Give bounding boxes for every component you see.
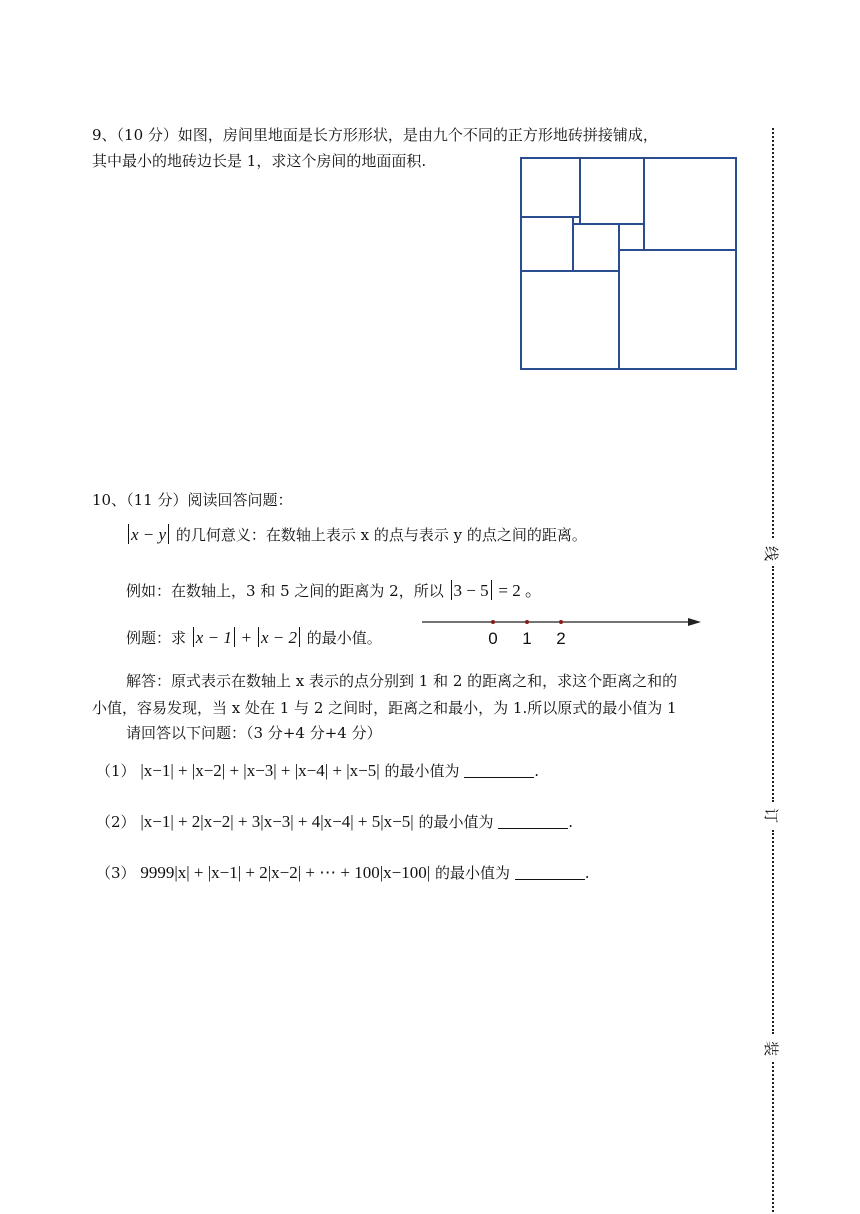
number-line-label-2: 2 — [556, 629, 566, 648]
sub1-label: （1） — [96, 762, 136, 780]
sub2-suffix: 的最小值为 — [418, 813, 494, 831]
problem-abs-2: x − 2 — [256, 628, 302, 647]
sub2-label: （2） — [96, 813, 136, 831]
square-b — [580, 158, 644, 224]
sub3-suffix: 的最小值为 — [434, 864, 510, 882]
number-line-label-0: 0 — [488, 629, 498, 648]
binding-dotted-line-4 — [772, 1062, 774, 1212]
binding-label-xian: 线 — [762, 545, 781, 562]
solution-line2: 小值，容易发现，当 x 处在 1 与 2 之间时，距离之和最小，为 1.所以原式的最小值为 1 — [92, 699, 677, 717]
square-e — [573, 224, 619, 271]
binding-dotted-line-2 — [772, 566, 774, 802]
binding-dotted-line-1 — [772, 128, 774, 538]
q9-line1: 9、（10 分）如图，房间里地面是长方形形状，是由九个不同的正方形地砖拼接铺成， — [92, 126, 658, 144]
sub3-answer-blank[interactable] — [515, 865, 585, 880]
square-d — [521, 217, 573, 271]
sub1-expr: |x−1| + |x−2| + |x−3| + |x−4| + |x−5| — [140, 761, 380, 780]
problem-plus: + — [241, 628, 252, 647]
sub-question-3: （3） 9999|x| + |x−1| + 2|x−2| + ⋯ + 100|x−100| 的最小值为 . — [96, 863, 590, 882]
def-text: 的几何意义：在数轴上表示 x 的点与表示 y 的点之间的距离。 — [175, 526, 587, 544]
problem-prefix: 例题：求 — [126, 629, 187, 647]
instruction: 请回答以下问题：（3 分+4 分+4 分） — [126, 724, 382, 742]
sub3-label: （3） — [96, 864, 136, 882]
example-result: = 2 。 — [498, 581, 542, 600]
problem-line — [126, 627, 382, 648]
number-line-label-1: 1 — [522, 629, 532, 648]
binding-label-zhuang: 装 — [762, 1040, 781, 1057]
sub-question-2: （2） |x−1| + 2|x−2| + 3|x−3| + 4|x−4| + 5|x−5| 的最小值为 . — [96, 812, 574, 831]
square-c — [644, 158, 736, 250]
square-h — [619, 250, 736, 369]
sub-question-1: （1） |x−1| + |x−2| + |x−3| + |x−4| + |x−5| 的最小值为 . — [96, 761, 540, 780]
square-g — [521, 271, 619, 369]
number-line — [420, 612, 705, 650]
square-f — [619, 224, 644, 250]
binding-dotted-line-3 — [772, 830, 774, 1034]
binding-label-ding: 订 — [762, 807, 781, 824]
q9-line2: 其中最小的地砖边长是 1，求这个房间的地面面积. — [92, 152, 427, 170]
square-a — [521, 158, 580, 217]
square-tiling-figure — [520, 157, 738, 371]
def-abs-expr: x − y — [126, 525, 171, 544]
example-abs-expr: 3 − 5 — [449, 581, 494, 600]
problem-abs-1: x − 1 — [191, 628, 237, 647]
problem-suffix: 的最小值。 — [306, 629, 382, 647]
example-line — [126, 576, 542, 601]
definition-line — [126, 524, 587, 545]
sub1-answer-blank[interactable] — [464, 763, 534, 778]
q10-header: 10、（11 分）阅读回答问题： — [92, 491, 293, 509]
sub2-expr: |x−1| + 2|x−2| + 3|x−3| + 4|x−4| + 5|x−5| — [140, 812, 414, 831]
sub2-answer-blank[interactable] — [498, 814, 568, 829]
number-line-arrow — [688, 618, 701, 626]
example-text: 例如：在数轴上，3 和 5 之间的距离为 2，所以 — [126, 582, 444, 600]
sub1-suffix: 的最小值为 — [384, 762, 460, 780]
solution-line1: 解答：原式表示在数轴上 x 表示的点分别到 1 和 2 的距离之和，求这个距离之和的 — [126, 672, 678, 690]
sub3-expr: 9999|x| + |x−1| + 2|x−2| + ⋯ + 100|x−100| — [140, 863, 431, 882]
outer-rectangle — [521, 158, 736, 369]
